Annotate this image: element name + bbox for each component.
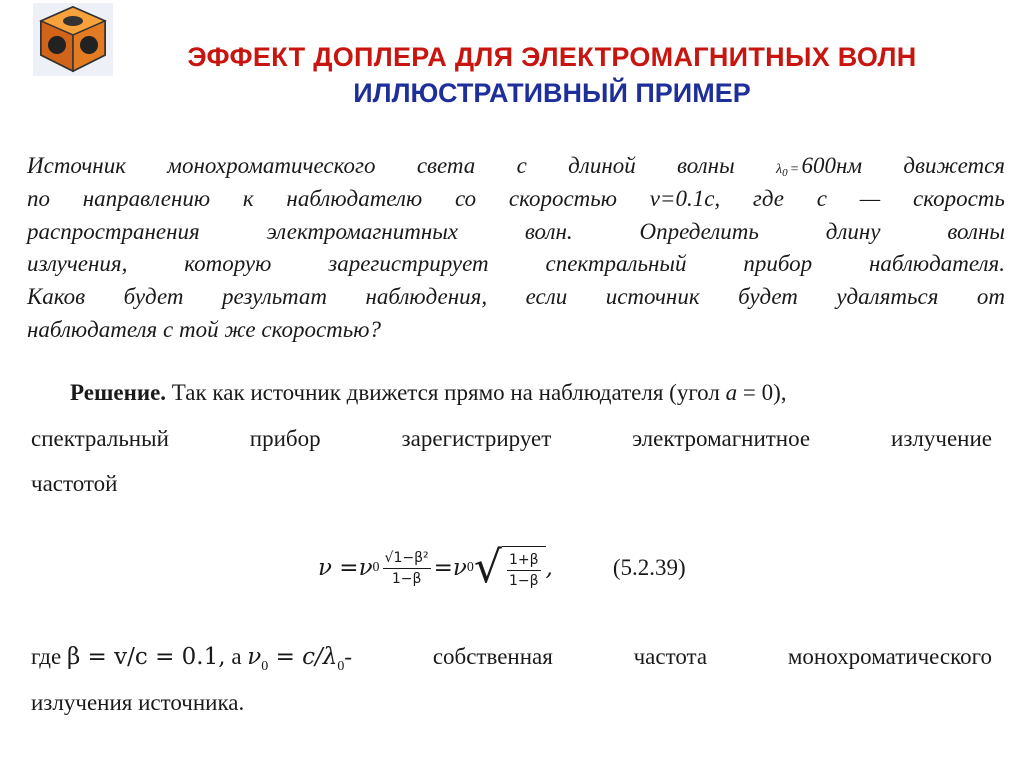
angle-value: = 0), [737,380,787,405]
nu-expression: = c/λ [268,644,338,670]
problem-last-line: наблюдателя с той же скоростью? [27,316,381,342]
word: электромагнитных [266,218,459,244]
dash: - [344,644,353,669]
sqrt-expression [473,542,546,593]
slide-title: ЭФФЕКТ ДОПЛЕРА ДЛЯ ЭЛЕКТРОМАГНИТНЫХ ВОЛН [187,42,917,72]
solution-line [31,461,992,507]
word: скорость [913,185,1005,211]
word: Источник [27,153,126,178]
slide-subtitle: ИЛЛЮСТРАТИВНЫЙ ПРИМЕР [353,78,751,108]
word: излучение [891,425,992,451]
word: а [225,644,248,669]
fraction-numerator: √1−β² [383,550,431,569]
lambda-symbol: λ [775,162,783,177]
word: будет [738,284,798,310]
fraction-2 [507,552,541,589]
word: распространения [27,218,200,244]
word: волны [947,218,1005,244]
word: наблюдателя. [868,251,1005,277]
equation-number: (5.2.39) [612,555,686,580]
fraction-denominator: 1−β [391,570,422,587]
solution-line [31,416,992,462]
problem-line [27,314,1005,347]
word: спектральный [545,251,687,277]
word: частота [633,644,708,669]
fraction-1 [383,550,431,587]
word: Определить [639,218,759,244]
solution-text [31,370,992,507]
word: от [976,284,1005,310]
word: излучения, [27,251,128,277]
word: — [859,185,881,211]
word: Каков [27,284,86,310]
word: к [242,185,254,211]
lambda-sub: 0 [337,659,345,674]
word: которую [184,251,272,277]
word: если [525,284,568,310]
word: где [752,185,785,211]
word: где [31,644,67,669]
formula-lhs: ν =ν [318,555,373,581]
nu-symbol: ν [247,644,262,670]
word: скоростью [508,185,617,211]
beta-expression: β = v/c = 0.1, [66,644,226,670]
word: монохроматического [167,153,376,178]
problem-line [27,248,1005,281]
formula-sub: 0 [466,560,474,575]
word: удаляться [836,284,939,310]
doppler-formula [318,528,758,608]
word: наблюдателю [286,185,423,211]
word: движется [903,153,1005,178]
formula-tail: , [545,555,553,581]
word: по [27,185,50,211]
problem-text [27,150,1005,347]
final-line [31,680,992,726]
word: со [454,185,477,211]
fraction-denominator: 1−β [508,573,539,589]
word: наблюдения, [365,284,488,310]
lambda-expression [776,150,862,183]
word: спектральный [31,425,169,451]
solution-text-part: Так как источник движется прямо на наблюдателя (угол [166,380,726,405]
word: v=0.1c, [649,185,721,211]
word: излучения источника. [31,689,245,715]
cube-logo [33,3,113,76]
word: собственная [432,644,553,669]
word: длину [825,218,881,244]
equals-sign: = [790,162,799,177]
word: с [516,153,527,178]
word: направлению [82,185,211,211]
word: зарегистрирует [328,251,489,277]
word: волн. [524,218,573,244]
word: частотой [31,471,118,496]
word: прибор [743,251,813,277]
word: источник [605,284,700,310]
word: монохроматического [787,644,992,669]
word: результат [221,284,327,310]
word: света [416,153,476,178]
word: будет [123,284,184,310]
solution-line [70,370,992,416]
problem-line [27,281,1005,314]
wavelength-value: 600нм [801,153,863,178]
word: зарегистрирует [401,425,552,451]
word: прибор [249,425,321,451]
angle-symbol: a [725,380,738,405]
solution-label: Решение. [70,380,167,405]
final-text [31,634,992,725]
word: электромагнитное [632,425,811,451]
final-line [31,634,992,680]
formula-sub: 0 [372,560,380,575]
formula-mid: =ν [433,555,467,581]
sqrt-body [502,546,546,590]
word: c [816,185,828,211]
word: волны [677,153,735,178]
lambda-sub: 0 [782,167,788,179]
problem-line [27,183,1005,216]
radical-sign: √ [473,542,502,593]
fraction-numerator: 1+β [507,552,541,571]
word: длиной [568,153,636,178]
problem-line [27,216,1005,249]
problem-line [27,150,1005,183]
nu-sub: 0 [261,659,269,674]
